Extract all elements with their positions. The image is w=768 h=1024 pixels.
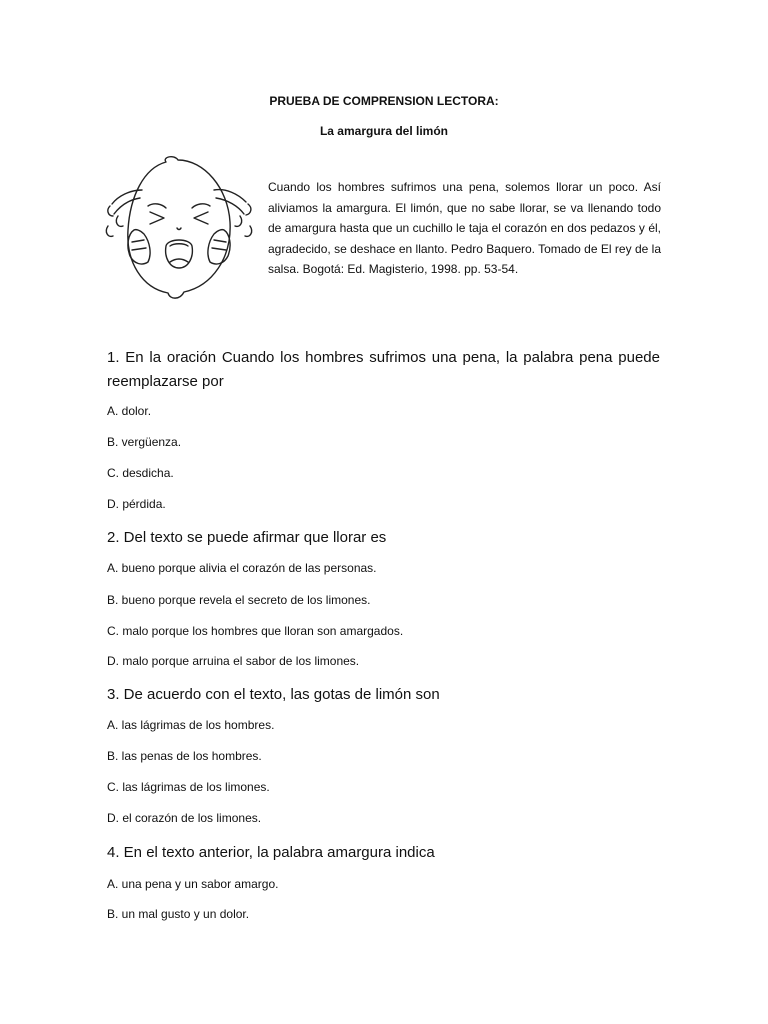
q4-option-a: A. una pena y un sabor amargo. <box>107 877 279 891</box>
q1-option-c: C. desdicha. <box>107 466 174 480</box>
reading-passage: Cuando los hombres sufrimos una pena, solemos llorar un poco. Así aliviamos la amargura. El limón, que no sabe llorar, se va llenando todo de amargura hasta que un cuchillo le taja el corazón en dos pedazos y él, agradecido, se deshace en llanto. Pedro Baquero. Tomado de El rey de la salsa. Bogotá: Ed. Magisterio, 1998. pp. 53-54. <box>268 180 661 276</box>
q3-option-d: D. el corazón de los limones. <box>107 811 262 825</box>
question-3: 3. De acuerdo con el texto, las gotas de limón son <box>107 686 440 703</box>
question-1: 1. En la oración Cuando los hombres sufrimos una pena, la palabra pena puede reemplazarse por <box>107 349 660 390</box>
question-4: 4. En el texto anterior, la palabra amargura indica <box>107 844 435 861</box>
story-title: La amargura del limón <box>319 124 449 138</box>
q2-option-d: D. malo porque arruina el sabor de los limones. <box>107 654 360 668</box>
q1-option-d: D. pérdida. <box>107 497 166 511</box>
crying-lemon-icon <box>104 150 254 306</box>
q1-option-b: B. vergüenza. <box>107 435 182 449</box>
document-title: PRUEBA DE COMPRENSION LECTORA: <box>269 94 499 108</box>
q3-option-b: B. las penas de los hombres. <box>107 749 262 763</box>
q1-option-a: A. dolor. <box>107 404 152 418</box>
q2-option-b: B. bueno porque revela el secreto de los limones. <box>107 593 371 607</box>
q2-option-c: C. malo porque los hombres que lloran son amargados. <box>107 624 404 638</box>
q3-option-c: C. las lágrimas de los limones. <box>107 780 270 794</box>
q2-option-a: A. bueno porque alivia el corazón de las personas. <box>107 561 377 575</box>
q4-option-b: B. un mal gusto y un dolor. <box>107 907 250 921</box>
question-2: 2. Del texto se puede afirmar que llorar es <box>107 529 387 546</box>
q3-option-a: A. las lágrimas de los hombres. <box>107 718 275 732</box>
